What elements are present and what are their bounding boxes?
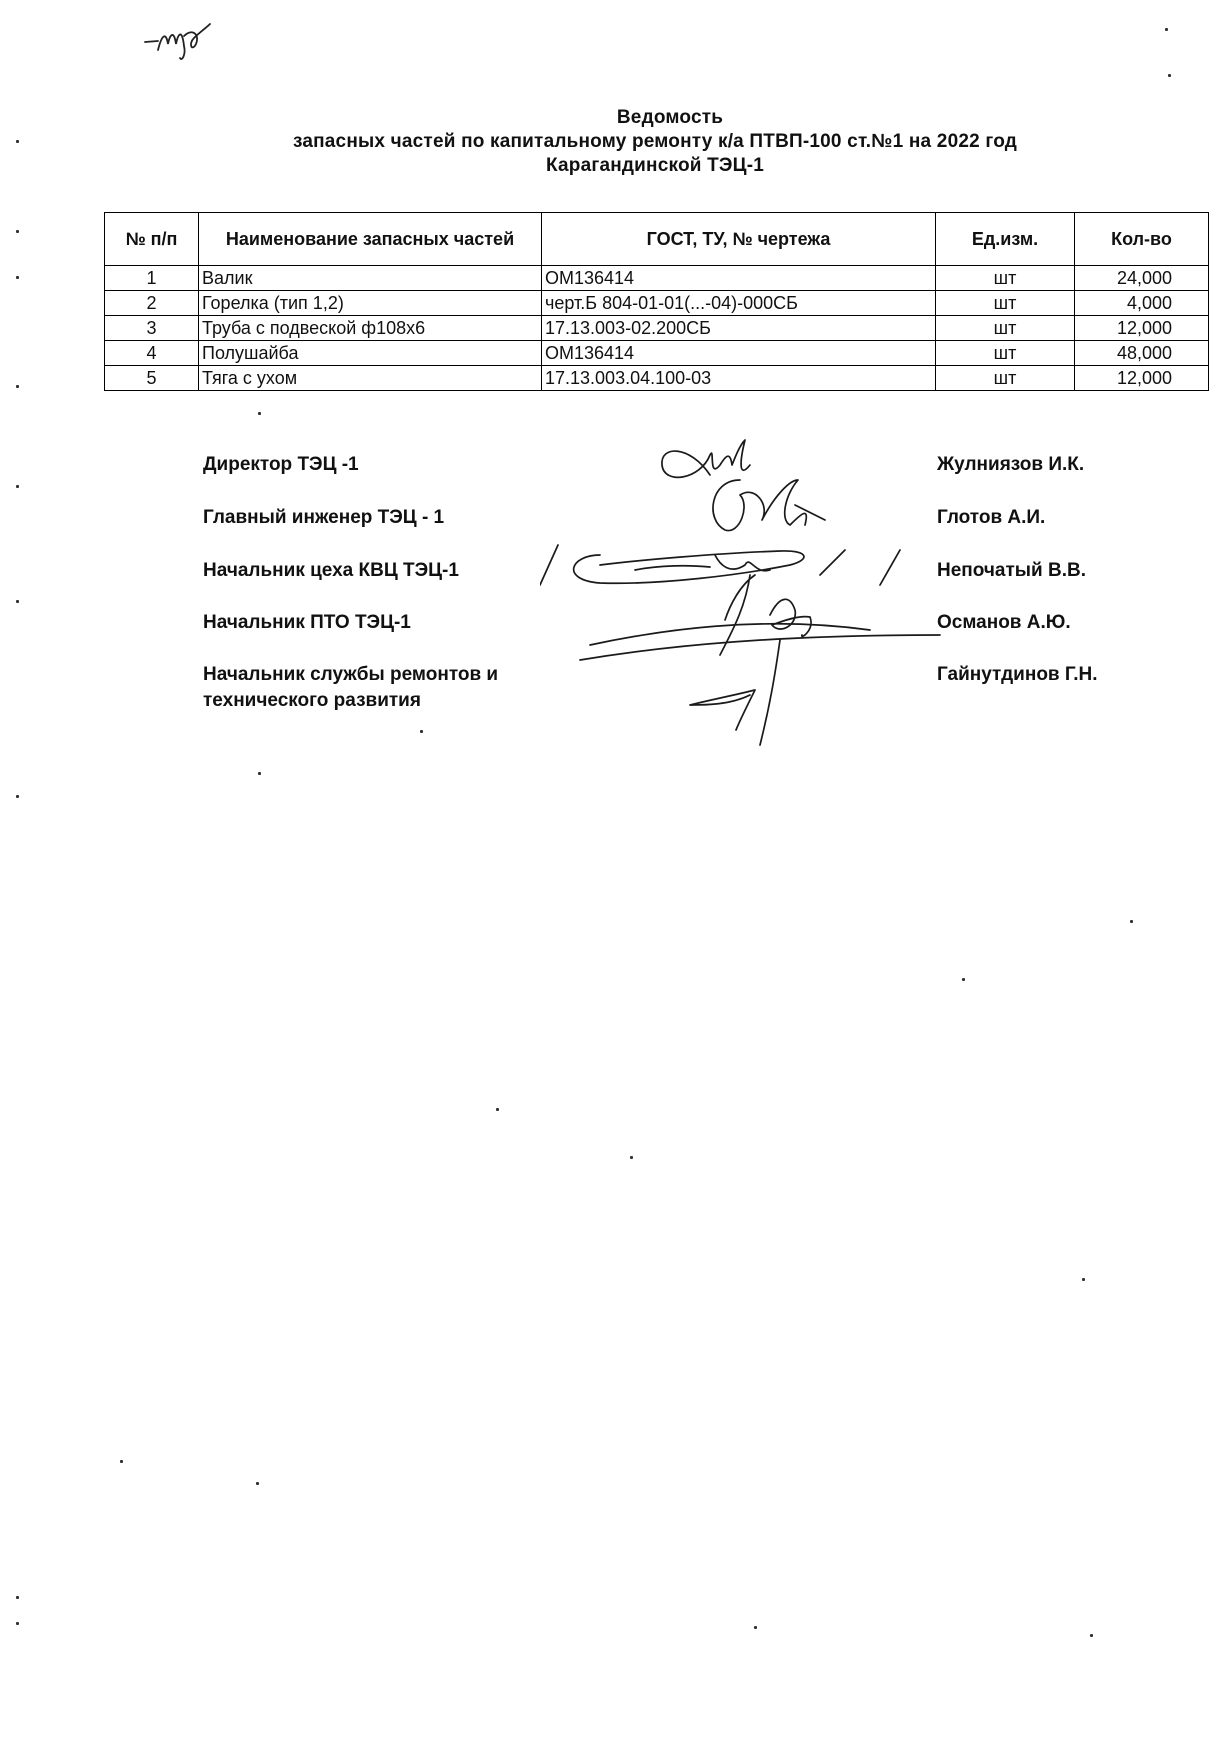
document-heading bbox=[100, 106, 1210, 178]
table-row bbox=[105, 366, 1209, 391]
cell-qty: 12,000 bbox=[1075, 366, 1209, 391]
table-row bbox=[105, 266, 1209, 291]
signatory-name: Жулниязов И.К. bbox=[937, 454, 1085, 475]
scan-speck bbox=[16, 230, 19, 233]
cell-num: 4 bbox=[105, 341, 199, 366]
cell-gost: ОМ136414 bbox=[542, 266, 936, 291]
signature-pto-head bbox=[580, 624, 940, 660]
cell-name: Труба с подвеской ф108х6 bbox=[199, 316, 542, 341]
signature-kvc-head bbox=[540, 545, 558, 585]
cell-qty: 24,000 bbox=[1075, 266, 1209, 291]
signatory-name: Гайнутдинов Г.Н. bbox=[937, 664, 1098, 685]
spare-parts-table bbox=[104, 212, 1209, 391]
cell-qty: 12,000 bbox=[1075, 316, 1209, 341]
scan-speck bbox=[16, 795, 19, 798]
document-title: Ведомость bbox=[616, 107, 724, 128]
cell-unit: шт bbox=[936, 316, 1075, 341]
scan-speck bbox=[258, 772, 261, 775]
signatory-position: Главный инженер ТЭЦ - 1 bbox=[203, 507, 445, 528]
signatory-name: Непочатый В.В. bbox=[937, 560, 1086, 581]
cell-num: 1 bbox=[105, 266, 199, 291]
scan-speck bbox=[1130, 920, 1133, 923]
scan-speck bbox=[496, 1108, 499, 1111]
cell-name: Горелка (тип 1,2) bbox=[199, 291, 542, 316]
signatory-name: Глотов А.И. bbox=[937, 507, 1046, 528]
scan-speck bbox=[754, 1626, 757, 1629]
header-gost: ГОСТ, ТУ, № чертежа bbox=[542, 213, 936, 266]
header-unit: Ед.изм. bbox=[936, 213, 1075, 266]
scan-speck bbox=[1082, 1278, 1085, 1281]
cell-unit: шт bbox=[936, 266, 1075, 291]
scan-speck bbox=[420, 730, 423, 733]
cell-num: 5 bbox=[105, 366, 199, 391]
signature-repairs-head bbox=[690, 640, 780, 745]
header-num: № п/п bbox=[105, 213, 199, 266]
cell-name: Тяга с ухом bbox=[199, 366, 542, 391]
scan-speck bbox=[16, 385, 19, 388]
cell-unit: шт bbox=[936, 341, 1075, 366]
cell-qty: 4,000 bbox=[1075, 291, 1209, 316]
header-name: Наименование запасных частей bbox=[199, 213, 542, 266]
scan-speck bbox=[16, 1622, 19, 1625]
cell-unit: шт bbox=[936, 291, 1075, 316]
scan-speck bbox=[630, 1156, 633, 1159]
scan-speck bbox=[1168, 74, 1171, 77]
signatory-position: Директор ТЭЦ -1 bbox=[203, 454, 359, 475]
scan-speck bbox=[1090, 1634, 1093, 1637]
scan-speck bbox=[120, 1460, 123, 1463]
cell-gost: ОМ136414 bbox=[542, 341, 936, 366]
scan-speck bbox=[16, 485, 19, 488]
scan-speck bbox=[1165, 28, 1168, 31]
handwritten-initials-mark bbox=[140, 14, 235, 64]
signature-director bbox=[662, 440, 750, 477]
document-organization: Карагандинской ТЭЦ-1 bbox=[545, 155, 765, 176]
scan-speck bbox=[962, 978, 965, 981]
cell-qty: 48,000 bbox=[1075, 341, 1209, 366]
signatory-position-line2: технического развития bbox=[203, 690, 421, 711]
header-qty: Кол-во bbox=[1075, 213, 1209, 266]
cell-name: Полушайба bbox=[199, 341, 542, 366]
scan-speck bbox=[16, 600, 19, 603]
cell-unit: шт bbox=[936, 366, 1075, 391]
signatory-position: Начальник службы ремонтов и bbox=[203, 664, 499, 685]
table-row bbox=[105, 341, 1209, 366]
cell-num: 3 bbox=[105, 316, 199, 341]
table-row bbox=[105, 316, 1209, 341]
table-header-row bbox=[105, 213, 1209, 266]
signatory-position: Начальник ПТО ТЭЦ-1 bbox=[203, 612, 411, 633]
cell-gost: черт.Б 804-01-01(...-04)-000СБ bbox=[542, 291, 936, 316]
table-row bbox=[105, 291, 1209, 316]
scan-speck bbox=[258, 412, 261, 415]
scan-speck bbox=[16, 276, 19, 279]
signatory-position: Начальник цеха КВЦ ТЭЦ-1 bbox=[203, 560, 459, 581]
scan-speck bbox=[16, 1596, 19, 1599]
cell-name: Валик bbox=[199, 266, 542, 291]
cell-gost: 17.13.003-02.200СБ bbox=[542, 316, 936, 341]
cell-num: 2 bbox=[105, 291, 199, 316]
cell-gost: 17.13.003.04.100-03 bbox=[542, 366, 936, 391]
document-subtitle: запасных частей по капитальному ремонту к/а ПТВП-100 ст.№1 на 2022 год bbox=[292, 131, 1018, 152]
signature-chief-engineer bbox=[713, 480, 825, 531]
handwritten-signatures bbox=[540, 425, 960, 755]
scan-speck bbox=[256, 1482, 259, 1485]
signatory-name: Османов А.Ю. bbox=[937, 612, 1071, 633]
scan-speck bbox=[16, 140, 19, 143]
